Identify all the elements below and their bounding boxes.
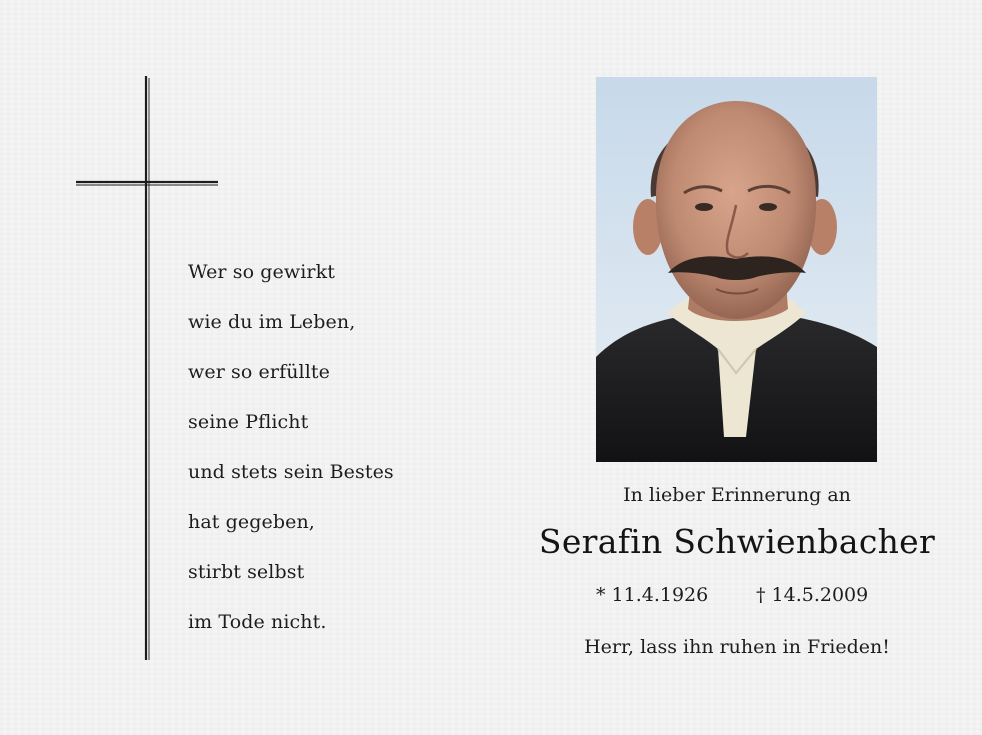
poem-line: stirbt selbst [188, 561, 305, 583]
poem-line: seine Pflicht [188, 411, 309, 433]
poem [188, 254, 448, 654]
poem-line: Wer so gewirkt [188, 261, 335, 283]
poem-line: hat gegeben, [188, 511, 315, 533]
closing-prayer: Herr, lass ihn ruhen in Frieden! [584, 636, 890, 658]
poem-line: wie du im Leben, [188, 311, 356, 333]
birth-date: * 11.4.1926 [596, 584, 709, 606]
portrait-photo [596, 77, 877, 462]
poem-line: wer so erfüllte [188, 361, 330, 383]
death-date: † 14.5.2009 [756, 584, 869, 606]
life-dates [556, 584, 918, 614]
poem-line: und stets sein Bestes [188, 461, 394, 483]
deceased-name: Serafin Schwienbacher [538, 522, 936, 561]
remembrance-intro: In lieber Erinnerung an [623, 484, 851, 506]
poem-line: im Tode nicht. [188, 611, 327, 633]
